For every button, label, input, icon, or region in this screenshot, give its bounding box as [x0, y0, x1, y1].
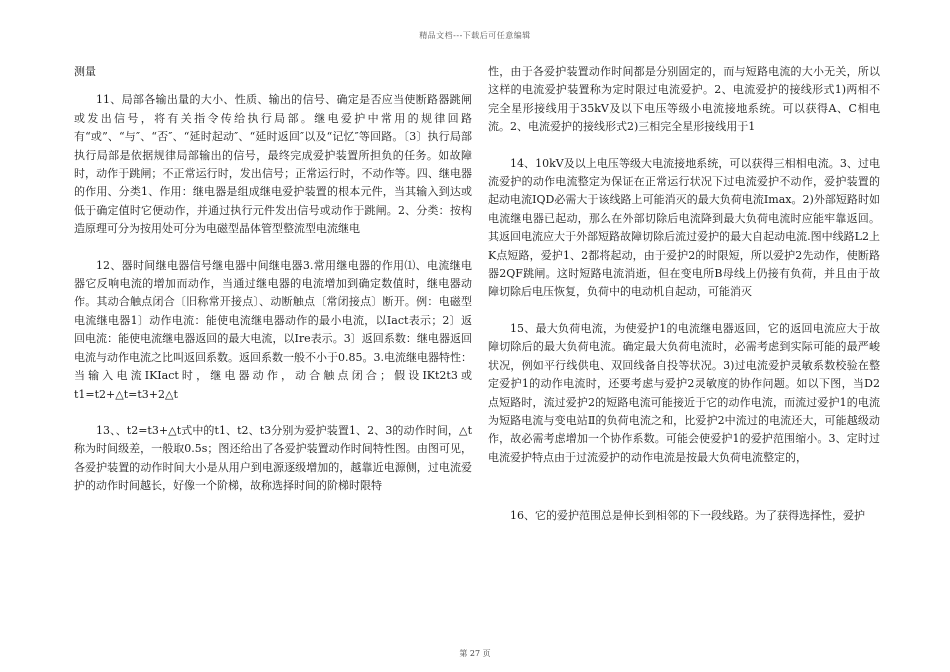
paragraph: 11、局部各输出量的大小、性质、输出的信号、确定是否应当使断路器跳闸或发出信号，将有关指令传给执行局部。继电爱护中常用的规律回路有“或”、“与″、“否″、“延时起动″、“延时返回″以及“记忆″等回路。〔3〕执行局部执行局部是依据规律局部输出的信号，最终完成爱护装置所担负的任务。如故障时，动作于跳闸；不正常运行时，发出信号；正常运行时，不动作等。四、继电器的作用、分类1、作用：继电器是组成继电爱护装置的根本元件，当其输入到达或低于确定值时它便动作，并通过执行元件发出信号或动作于跳闸。2、分类：按构造原理可分为按用处可分为电磁型晶体管型整流型电流继电 [74, 93, 472, 236]
paragraph: 13、、t2=t3+△t式中的t1、t2、t3分别为爱护装置1、2、3的动作时间，△t称为时间级差，一般取0.5s；图还给出了各爱护装置动作时间特性图。由图可见，各爱护装置的动作时间大小是从用户到电源逐级增加的，越靠近电源侧，过电流爱护的动作时间越长，好像一个阶梯，故称选择时间的阶梯时限特 [74, 423, 472, 493]
paragraph: 性，由于各爱护装置动作时间都是分别固定的，而与短路电流的大小无关，所以这样的电流爱护装置称为定时限过电流爱护。2、电流爱护的接线形式1)两相不完全星形接线用于35kV及以下电压等级小电流接地系统。可以获得A、C相电流。2、电流爱护的接线形式2)三相完全星形接线用于1 [488, 65, 880, 134]
page-header: 精品文档---下载后可任意编辑 [419, 31, 531, 40]
right-column [488, 63, 880, 526]
paragraph: 测量 [74, 65, 96, 78]
left-column [74, 63, 472, 496]
paragraph: 15、最大负荷电流，为使爱护1的电流继电器返回，它的返回电流应大于故障切除后的最大负荷电流。确定最大负荷电流时，必需考虑到实际可能的最严峻状况，例如平行线供电、双回线备自投等状况。3)过电流爱护灵敏系数校验在整定爱护1的动作电流时，还要考虑与爱护2灵敏度的协作问题。如以下图，当D2点短路时，流过爱护2的短路电流可能接近于它的动作电流，而流过爱护1的电流为短路电流与变电站Ⅱ的负荷电流之和，比爱护2中流过的电流还大，可能越级动作，故必需考虑增加一个协作系数。可能会使爱护1的爱护范围缩小。3、定时过电流爱护特点由于过流爱护的动作电流是按最大负荷电流整定的， [488, 321, 880, 464]
paragraph: 14、10kV及以上电压等级大电流接地系统，可以获得三相相电流。3、过电流爱护的动作电流整定为保证在正常运行状况下过电流爱护不动作，爱护装置的起动电流IQD必需大于该线路上可能消灭的最大负荷电流Imax。2)外部短路时如电流继电器已起动，那么在外部切除后电流降到最大负荷电流时应能牢靠返回。其返回电流应大于外部短路故障切除后流过爱护的最大自起动电流.图中线路L2上K点短路，爱护1、2都将起动，由于爱护2的时限短，所以爱护2先动作，使断路器2QF跳闸。这时短路电流消逝，但在变电所B母线上仍接有负荷，并且由于故障切除后电压恢复，负荷中的电动机自起动，可能消灭 [488, 156, 880, 299]
paragraph: 12、器时间继电器信号继电器中间继电器3.常用继电器的作用⑴、电流继电器它反响电流的增加而动作，当通过继电器的电流增加到确定数值时，继电器动作。其动合触点闭合〔旧称常开接点〕、动断触点〔常闭接点〕断开。例：电磁型电流继电器1〕动作电流：能使电流继电器动作的最小电流，以Iact表示；2〕返回电流：能使电流继电器返回的最大电流，以Ire表示。3〕返回系数：继电器返回电流与动作电流之比叫返回系数。返回系数一般不小于0.85。3.电流继电器特性：当输入电流IKIact时，继电器动作，动合触点闭合；假设IKt2t3或t1=t2+△t=t3+2△t [74, 258, 472, 401]
page-number: 第 27 页 [459, 649, 491, 658]
paragraph: 16、它的爱护范围总是伸长到相邻的下一段线路。为了获得选择性，爱护 [510, 509, 865, 523]
